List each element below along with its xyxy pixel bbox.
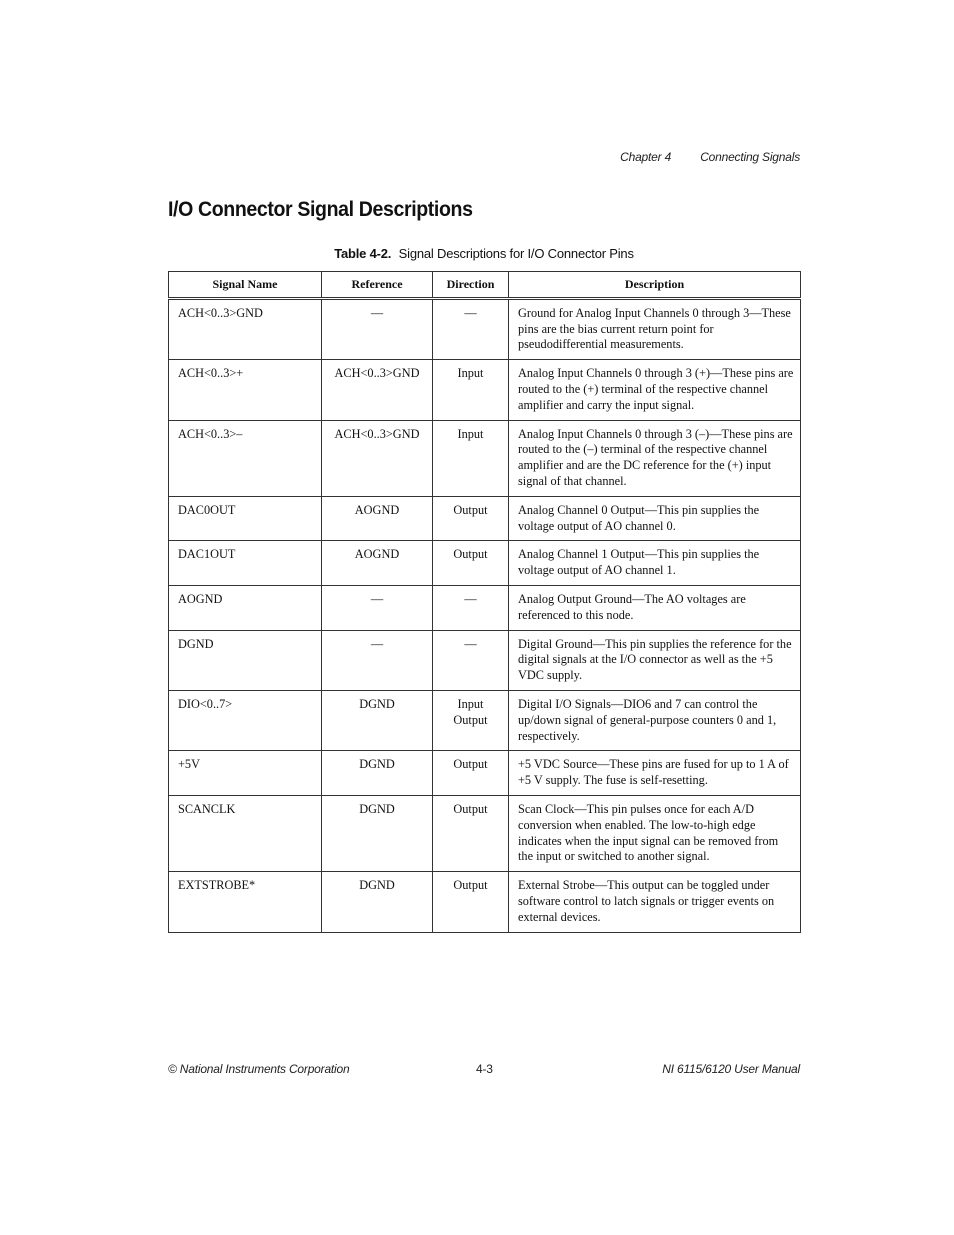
description-cell: Ground for Analog Input Channels 0 through 3—These pins are the bias current return point for pseudodifferential measurements. xyxy=(509,298,801,359)
table-row xyxy=(169,751,801,796)
table-row xyxy=(169,541,801,586)
description-cell: Analog Output Ground—The AO voltages are referenced to this node. xyxy=(509,585,801,630)
footer-copyright: © National Instruments Corporation xyxy=(168,1062,350,1076)
footer-page-number: 4-3 xyxy=(476,1062,493,1076)
running-head xyxy=(620,150,800,164)
reference-cell: DGND xyxy=(322,690,433,750)
description-cell: Digital Ground—This pin supplies the reference for the digital signals at the I/O connector as well as the +5 VDC supply. xyxy=(509,630,801,690)
description-cell: Analog Input Channels 0 through 3 (+)—These pins are routed to the (+) terminal of the respective channel amplifier and carry the input signal. xyxy=(509,360,801,420)
table-row xyxy=(169,630,801,690)
signal-name-cell: DAC1OUT xyxy=(169,541,322,586)
table-caption-text: Signal Descriptions for I/O Connector Pins xyxy=(398,246,634,261)
direction-cell: Output xyxy=(433,751,509,796)
description-cell: +5 VDC Source—These pins are fused for up to 1 A of +5 V supply. The fuse is self-resetting. xyxy=(509,751,801,796)
chapter-label: Chapter 4 xyxy=(620,150,672,164)
direction-cell: Output xyxy=(433,795,509,871)
signal-name-cell: ACH<0..3>GND xyxy=(169,298,322,359)
direction-cell: Output xyxy=(433,872,509,932)
footer-manual-title: NI 6115/6120 User Manual xyxy=(662,1062,800,1076)
signal-name-cell: SCANCLK xyxy=(169,795,322,871)
signal-name-cell: DAC0OUT xyxy=(169,496,322,541)
column-header-reference: Reference xyxy=(322,272,433,299)
reference-cell: DGND xyxy=(322,751,433,796)
description-cell: Digital I/O Signals—DIO6 and 7 can control the up/down signal of general-purpose counters 0 and 1, respectively. xyxy=(509,690,801,750)
direction-cell: Input xyxy=(433,420,509,496)
signal-name-cell: DGND xyxy=(169,630,322,690)
chapter-title: Connecting Signals xyxy=(700,150,800,164)
signal-name-cell: +5V xyxy=(169,751,322,796)
column-header-signal-name: Signal Name xyxy=(169,272,322,299)
direction-cell: — xyxy=(433,630,509,690)
reference-cell: ACH<0..3>GND xyxy=(322,360,433,420)
table-row xyxy=(169,872,801,932)
table-caption xyxy=(0,246,954,261)
direction-cell: — xyxy=(433,298,509,359)
reference-cell: — xyxy=(322,298,433,359)
signal-name-cell: AOGND xyxy=(169,585,322,630)
direction-cell: Input xyxy=(433,360,509,420)
section-title: I/O Connector Signal Descriptions xyxy=(168,198,473,221)
column-header-description: Description xyxy=(509,272,801,299)
table-row xyxy=(169,585,801,630)
description-cell: External Strobe—This output can be toggled under software control to latch signals or trigger events on external devices. xyxy=(509,872,801,932)
reference-cell: ACH<0..3>GND xyxy=(322,420,433,496)
table-row xyxy=(169,496,801,541)
column-header-direction: Direction xyxy=(433,272,509,299)
table-row xyxy=(169,420,801,496)
description-cell: Analog Channel 0 Output—This pin supplies the voltage output of AO channel 0. xyxy=(509,496,801,541)
signal-name-cell: EXTSTROBE* xyxy=(169,872,322,932)
reference-cell: DGND xyxy=(322,795,433,871)
reference-cell: DGND xyxy=(322,872,433,932)
description-cell: Scan Clock—This pin pulses once for each A/D conversion when enabled. The low-to-high edge indicates when the input signal can be removed from the input or switched to another signal. xyxy=(509,795,801,871)
reference-cell: AOGND xyxy=(322,496,433,541)
direction-cell: Output xyxy=(433,496,509,541)
signal-descriptions-table xyxy=(168,271,801,933)
reference-cell: — xyxy=(322,585,433,630)
table-header-row xyxy=(169,272,801,299)
reference-cell: AOGND xyxy=(322,541,433,586)
table-row xyxy=(169,360,801,420)
reference-cell: — xyxy=(322,630,433,690)
signal-name-cell: DIO<0..7> xyxy=(169,690,322,750)
direction-cell: — xyxy=(433,585,509,630)
signal-name-cell: ACH<0..3>+ xyxy=(169,360,322,420)
direction-cell: Input Output xyxy=(433,690,509,750)
table-row xyxy=(169,795,801,871)
description-cell: Analog Channel 1 Output—This pin supplies the voltage output of AO channel 1. xyxy=(509,541,801,586)
table-row xyxy=(169,298,801,359)
table-row xyxy=(169,690,801,750)
signal-name-cell: ACH<0..3>– xyxy=(169,420,322,496)
direction-cell: Output xyxy=(433,541,509,586)
table-caption-number: Table 4-2. xyxy=(334,246,392,261)
description-cell: Analog Input Channels 0 through 3 (–)—These pins are routed to the (–) terminal of the respective channel amplifier and are the DC reference for the (+) input signal of that channel. xyxy=(509,420,801,496)
